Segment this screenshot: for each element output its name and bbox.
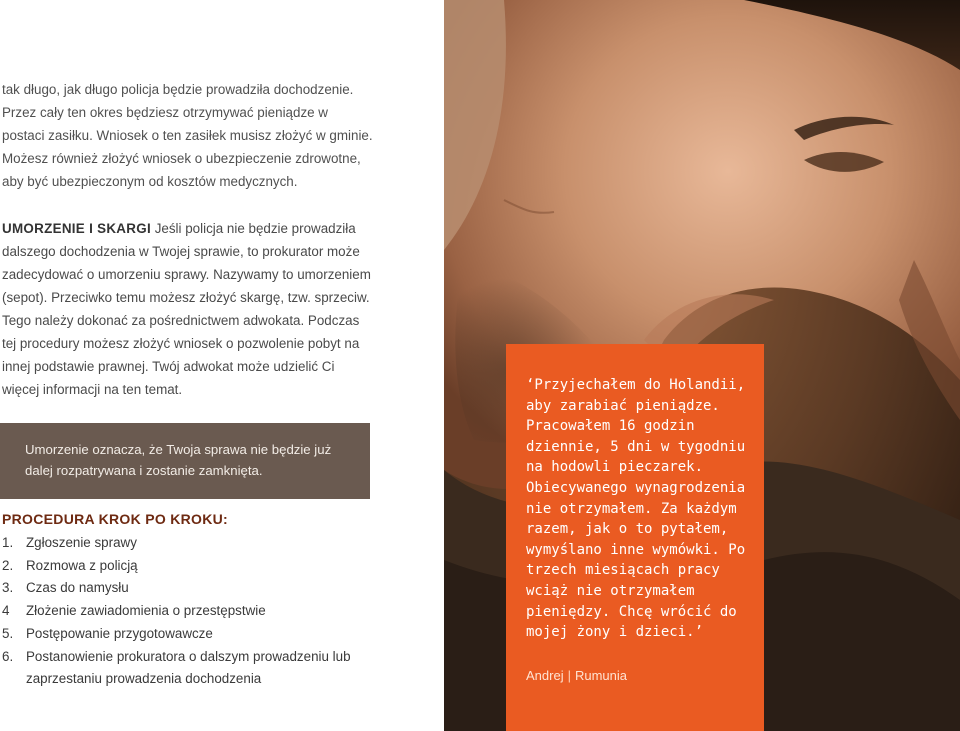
step-number: 6. xyxy=(2,648,14,664)
text-column xyxy=(0,0,420,731)
umorzenie-body: Jeśli policja nie będzie prowadziła dalszego dochodzenia w Twojej sprawie, to prokurator może zadecydować o umorzeniu sprawy. Nazywamy to umorzeniem (sepot). Przeciwko temu możesz złożyć skargę, tzw. sprzeciw. Tego należy dokonać za pośrednictwem adwokata. Podczas tej procedury możesz złożyć wniosek o pozwolenie pobyt na innej podstawie prawnej. Twój adwokat może udzielić Ci więcej informacji na ten temat. xyxy=(2,221,371,397)
step-number: 5. xyxy=(2,625,14,641)
step-number: 1. xyxy=(2,535,14,550)
step-number: 3. xyxy=(2,580,14,596)
step-number: 4 xyxy=(2,603,10,619)
quote-author-separator: | xyxy=(567,668,571,683)
quote-box xyxy=(506,344,764,731)
step-label: Czas do namysłu xyxy=(26,580,129,596)
step-label: Złożenie zawiadomienia o przestępstwie xyxy=(26,603,266,619)
info-note-box xyxy=(0,423,370,499)
step-label: Postanowienie prokuratora o dalszym prowadzeniu lub zaprzestaniu prowadzenia dochodzenia xyxy=(26,648,351,687)
procedure-step xyxy=(2,532,382,555)
quote-author-name: Andrej xyxy=(526,668,564,683)
step-label: Rozmowa z policją xyxy=(26,557,138,573)
quote-author-country: Rumunia xyxy=(574,668,627,683)
step-label: Zgłoszenie sprawy xyxy=(26,535,137,550)
info-note-text: Umorzenie oznacza, że Twoja sprawa nie będzie już dalej rozpatrywana i zostanie zamknięta. xyxy=(25,442,332,478)
intro-paragraph: tak długo, jak długo policja będzie prowadziła dochodzenie. Przez cały ten okres będziesz otrzymywać pieniądze w postaci zasiłku. Wniosek o ten zasiłek musisz złożyć w gminie. Możesz również złożyć wniosek o ubezpieczenie zdrowotne, aby być ubezpieczonym od kosztów medycznych. xyxy=(2,82,373,189)
procedure-steps-list xyxy=(2,532,382,691)
procedure-heading: PROCEDURA KROK PO KROKU: xyxy=(2,511,229,527)
procedure-step xyxy=(2,600,382,623)
procedure-step xyxy=(2,623,382,646)
procedure-step xyxy=(2,646,382,691)
quote-text: ‘Przyjechałem do Holandii, aby zarabiać pieniądze. Pracowałem 16 godzin dziennie, 5 dni w tygodniu na hodowli pieczarek. Obiecywanego wynagrodzenia nie otrzymałem. Za każdym razem, jak o to pytałem, wymyślano inne wymówki. Po trzech miesiącach pracy wciąż nie otrzymałem pieniędzy. Chcę wrócić do mojej żony i dzieci.’ xyxy=(526,377,746,641)
umorzenie-heading: UMORZENIE I SKARGI xyxy=(2,221,151,236)
procedure-step xyxy=(2,577,382,600)
step-number: 2. xyxy=(2,557,14,573)
quote-attribution xyxy=(526,668,627,683)
procedure-step xyxy=(2,555,382,578)
umorzenie-paragraph xyxy=(2,217,374,401)
step-label: Postępowanie przygotowawcze xyxy=(26,625,213,641)
